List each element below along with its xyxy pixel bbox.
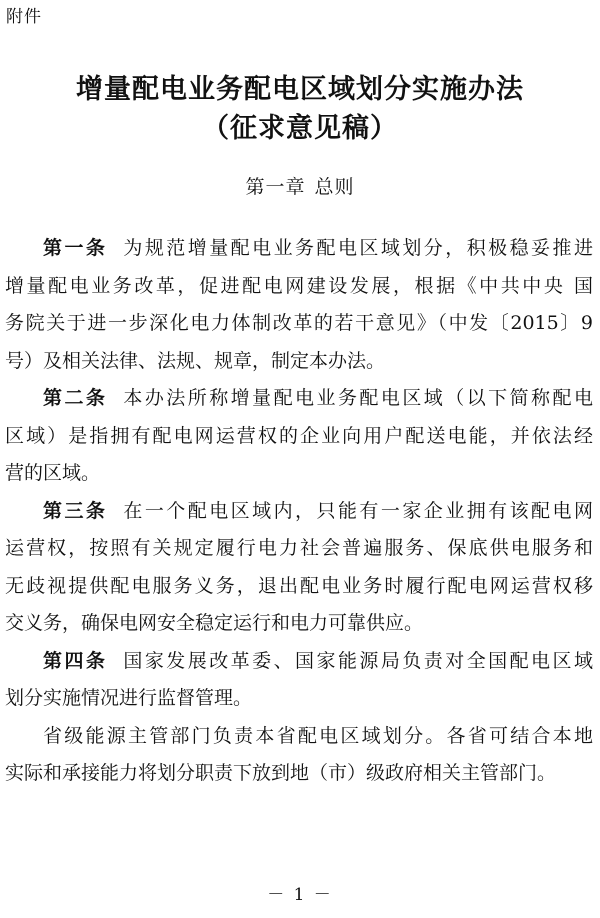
article-text: 本办法所称增量配电业务配电区域（以下简称配电 xyxy=(123,387,593,409)
attachment-label: 附件 xyxy=(6,7,42,27)
document-subtitle: （征求意见稿） xyxy=(202,113,398,144)
article-line xyxy=(5,380,593,418)
article-line: 区域）是指拥有配电网运营权的企业向用户配送电能，并依法经 xyxy=(5,424,593,447)
chapter-heading xyxy=(0,174,600,200)
article-line: 务院关于进一步深化电力体制改革的若干意见》（中发〔2015〕9 xyxy=(5,312,593,334)
article-label: 第四条 xyxy=(43,649,108,672)
article-line: 交义务，确保电网安全稳定运行和电力可靠供应。 xyxy=(5,612,424,634)
article-label: 第二条 xyxy=(43,387,108,409)
article-3 xyxy=(5,493,593,643)
article-line xyxy=(5,643,593,681)
paragraph-line: 实际和承接能力将划分职责下放到地（市）级政府相关主管部门。 xyxy=(5,762,557,784)
article-line xyxy=(5,493,593,531)
document-title: 增量配电业务配电区域划分实施办法 xyxy=(76,74,524,105)
article-line: 无歧视提供配电服务义务，退出配电业务时履行配电网运营权移 xyxy=(5,574,593,597)
page-number: － 1 － xyxy=(267,885,333,905)
article-line: 增量配电业务改革，促进配电网建设发展，根据《中共中央 国 xyxy=(5,274,593,297)
article-4 xyxy=(5,643,593,718)
article-line: 营的区域。 xyxy=(5,462,101,484)
article-label: 第一条 xyxy=(43,237,108,259)
article-1 xyxy=(5,230,593,380)
document-body xyxy=(5,230,593,793)
article-label: 第三条 xyxy=(43,499,108,522)
plain-paragraph xyxy=(5,718,593,793)
article-line: 运营权，按照有关规定履行电力社会普遍服务、保底供电服务和 xyxy=(5,537,593,559)
chapter-name: 总则 xyxy=(314,176,355,198)
paragraph-line: 省级能源主管部门负责本省配电区域划分。各省可结合本地 xyxy=(43,724,593,747)
article-line xyxy=(5,230,593,268)
article-line: 划分实施情况进行监督管理。 xyxy=(5,687,253,709)
article-text: 在一个配电区域内，只能有一家企业拥有该配电网 xyxy=(123,499,593,522)
chapter-number: 第一章 xyxy=(245,176,306,198)
article-2 xyxy=(5,380,593,493)
article-line: 号）及相关法律、法规、规章，制定本办法。 xyxy=(5,349,386,372)
article-text: 国家发展改革委、国家能源局负责对全国配电区域 xyxy=(123,649,593,672)
article-text: 为规范增量配电业务配电区域划分，积极稳妥推进 xyxy=(123,237,593,259)
